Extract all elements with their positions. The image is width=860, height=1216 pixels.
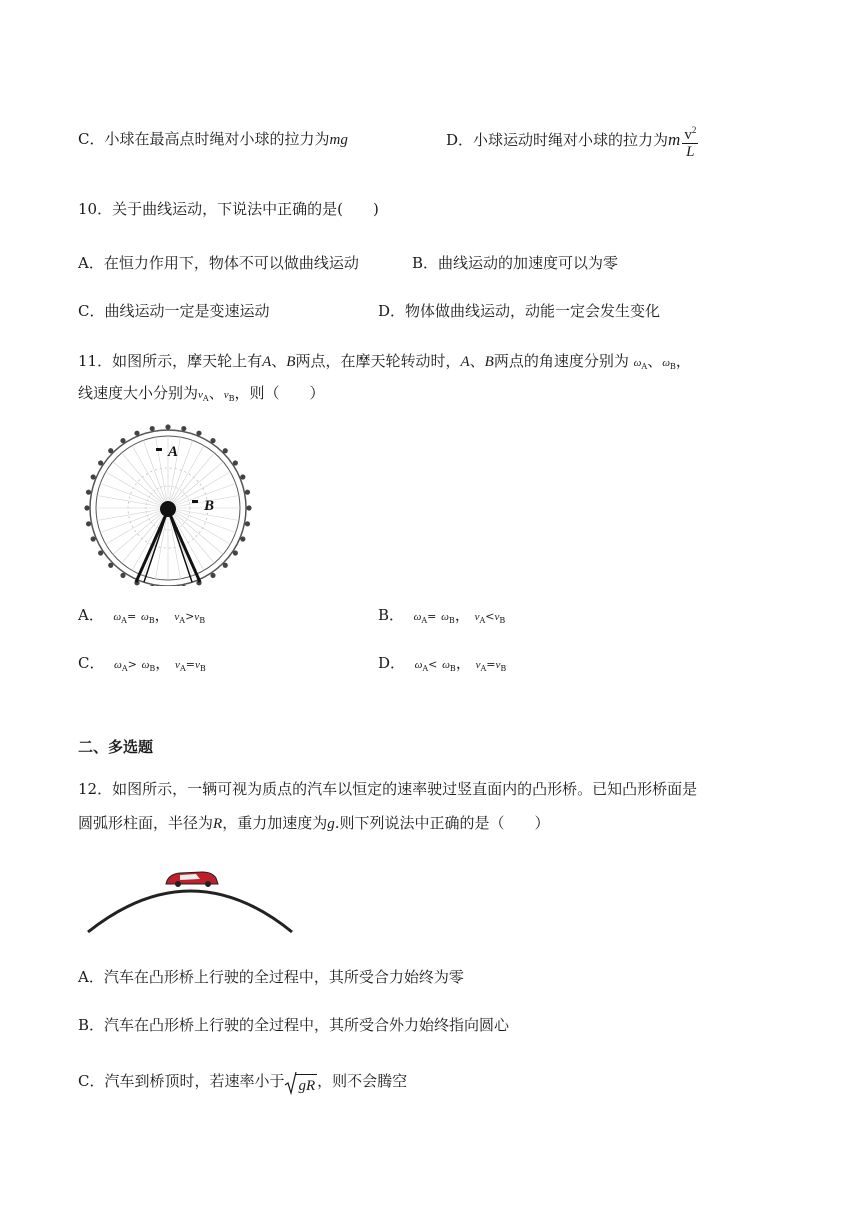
v-symbol: v bbox=[198, 389, 203, 401]
relation-omega: < bbox=[428, 658, 438, 671]
frac-numerator: v bbox=[684, 127, 692, 143]
q9-option-c bbox=[78, 128, 348, 151]
ferris-wheel-figure bbox=[78, 420, 264, 586]
gondola bbox=[240, 474, 245, 479]
q11-option-d: D． $\omega_A< \omega_B$， $v_A=v_B$ bbox=[378, 654, 507, 673]
q12-option-b: B．汽车在凸形桥上行驶的全过程中，其所受合外力始终指向圆心 bbox=[78, 1016, 510, 1034]
frac-superscript: 2 bbox=[691, 125, 697, 135]
q12-stem-line1: 12．如图所示，一辆可视为质点的汽车以恒定的速率驶过竖直面内的凸形桥。已知凸形桥面是 bbox=[78, 780, 698, 798]
gondola bbox=[98, 460, 103, 465]
gravity-symbol: g bbox=[327, 816, 335, 832]
sub-b: B bbox=[669, 362, 676, 371]
q11-stem-part: 11．如图所示，摩天轮上有 bbox=[78, 352, 263, 370]
q9-option-d-mass: m bbox=[668, 130, 681, 149]
q11-point-b: B bbox=[286, 354, 296, 370]
q11-sep: 、 bbox=[271, 352, 287, 370]
relation-omega: = bbox=[126, 610, 137, 623]
omega-symbol: ω bbox=[442, 659, 450, 671]
sub-b: B bbox=[148, 616, 155, 625]
q11-option-b: B． $\omega_A= \omega_B$， $v_A<v_B$ bbox=[378, 606, 506, 625]
q10-option-b: B．曲线运动的加速度可以为零 bbox=[412, 254, 619, 272]
convex-bridge-figure bbox=[84, 862, 298, 938]
gondola bbox=[245, 490, 250, 495]
sub-b: B bbox=[228, 394, 235, 403]
gondola bbox=[233, 550, 238, 555]
sub-b: B bbox=[149, 664, 156, 673]
q9-option-c-var: mg bbox=[329, 132, 348, 148]
relation-omega: = bbox=[427, 610, 437, 623]
q9-option-d-text: D．小球运动时绳对小球的拉力为 bbox=[446, 131, 669, 149]
omega-symbol: ω bbox=[113, 611, 122, 623]
gondola bbox=[120, 438, 125, 443]
point-a-label: A bbox=[168, 444, 179, 460]
q11-sep: 、 bbox=[647, 352, 663, 370]
omega-symbol: ω bbox=[114, 659, 122, 671]
q11-sep: 、 bbox=[469, 352, 485, 370]
frac-denominator: L bbox=[686, 144, 695, 160]
v-symbol: v bbox=[194, 611, 200, 623]
sub-b: B bbox=[199, 664, 206, 673]
v-symbol: v bbox=[494, 611, 500, 623]
q11-sep: 、 bbox=[208, 384, 224, 402]
q12-stem-part: ，重力加速度为 bbox=[222, 814, 328, 832]
gondola bbox=[223, 448, 228, 453]
sub-b: B bbox=[500, 664, 507, 673]
relation-omega: > bbox=[127, 658, 137, 671]
option-letter: D． bbox=[378, 654, 406, 672]
v-symbol: v bbox=[174, 611, 180, 623]
q11-stem-part: 两点，在摩天轮转动时， bbox=[295, 352, 461, 370]
sub-a: A bbox=[202, 394, 209, 403]
gondola bbox=[196, 431, 201, 436]
q11-stem-line2 bbox=[78, 382, 325, 410]
q10-option-d: D．物体做曲线运动，动能一定会发生变化 bbox=[378, 302, 661, 320]
q11-point-a: A bbox=[262, 354, 272, 370]
radius-symbol: R bbox=[213, 816, 223, 832]
sqrt-sign-icon bbox=[284, 1070, 297, 1096]
q11-stem-part: 两点的角速度分别为 bbox=[493, 352, 629, 370]
q12-stem-part: .则下列说法中正确的是（ ） bbox=[334, 814, 550, 832]
gondola bbox=[108, 448, 113, 453]
q11-point-b: B bbox=[484, 354, 494, 370]
sub-b: B bbox=[449, 664, 456, 673]
q9-option-d-fraction bbox=[682, 122, 698, 160]
sqrt-radicand: gR bbox=[296, 1074, 317, 1097]
sub-a: A bbox=[422, 664, 429, 673]
sub-b: B bbox=[448, 616, 455, 625]
q9-option-c-text: C．小球在最高点时绳对小球的拉力为 bbox=[78, 130, 330, 148]
omega-symbol: ω bbox=[414, 659, 423, 671]
omega-symbol: ω bbox=[140, 611, 149, 623]
relation-v: = bbox=[185, 658, 195, 671]
gondola bbox=[246, 505, 251, 510]
q12-option-c bbox=[78, 1066, 407, 1096]
omega-symbol: ω bbox=[141, 659, 150, 671]
v-symbol: v bbox=[475, 659, 481, 671]
sub-a: A bbox=[480, 664, 487, 673]
bridge-arc bbox=[88, 891, 292, 932]
gondola bbox=[233, 460, 238, 465]
car-icon bbox=[166, 872, 218, 887]
gondola bbox=[91, 474, 96, 479]
omega-symbol: ω bbox=[633, 357, 642, 369]
q12-option-c-text: ，则不会腾空 bbox=[317, 1072, 408, 1090]
relation-v: < bbox=[485, 610, 495, 623]
gondola bbox=[134, 431, 139, 436]
gondola bbox=[120, 573, 125, 578]
section-heading-multiple-choice: 二、多选题 bbox=[78, 738, 154, 756]
sub-a: A bbox=[179, 616, 186, 625]
sub-a: A bbox=[179, 664, 186, 673]
v-symbol: v bbox=[474, 611, 480, 623]
sub-b: B bbox=[499, 616, 506, 625]
option-letter: A． bbox=[78, 606, 104, 624]
q11-option-a: A． $\omega_A= \omega_B$， $v_A>v_B$ bbox=[78, 606, 206, 625]
q11-stem-part: ，则（ ） bbox=[234, 384, 325, 402]
sqrt-expression bbox=[284, 1070, 317, 1094]
relation-v: = bbox=[486, 658, 496, 671]
gondola bbox=[240, 536, 245, 541]
gondola bbox=[108, 563, 113, 568]
option-letter: B． bbox=[378, 606, 405, 624]
point-b-label: B bbox=[204, 498, 215, 514]
q11-stem-line1: 11．如图所示，摩天轮上有A、B两点，在摩天轮转动时，A、B两点的角速度分别为 $\omega_A$、$\omega_B$， bbox=[78, 352, 691, 371]
point-b-marker bbox=[192, 500, 198, 503]
q12-option-c-text: C．汽车到桥顶时，若速率小于 bbox=[78, 1072, 285, 1090]
gondola bbox=[98, 550, 103, 555]
omega-symbol: ω bbox=[413, 611, 422, 623]
sub-a: A bbox=[479, 616, 486, 625]
sub-a: A bbox=[641, 362, 648, 371]
q12-option-a: A．汽车在凸形桥上行驶的全过程中，其所受合力始终为零 bbox=[78, 968, 464, 986]
v-symbol: v bbox=[194, 659, 200, 671]
relation-v: > bbox=[185, 610, 195, 623]
omega-symbol: ω bbox=[441, 611, 449, 623]
v-symbol: v bbox=[495, 659, 501, 671]
gondola bbox=[86, 490, 91, 495]
gondola bbox=[245, 521, 250, 526]
gondola bbox=[210, 438, 215, 443]
point-a-marker bbox=[156, 448, 162, 451]
sub-a: A bbox=[121, 664, 128, 673]
gondola bbox=[91, 536, 96, 541]
sub-a: A bbox=[421, 616, 428, 625]
gondola bbox=[86, 521, 91, 526]
omega-symbol: ω bbox=[662, 357, 670, 369]
gondola bbox=[181, 426, 186, 431]
q9-option-d bbox=[446, 117, 698, 163]
q11-stem-part: 线速度大小分别为 bbox=[78, 384, 199, 402]
q10-option-a: A．在恒力作用下，物体不可以做曲线运动 bbox=[78, 254, 359, 272]
q11-option-c: C． $\omega_A> \omega_B$， $v_A=v_B$ bbox=[78, 654, 206, 673]
gondola bbox=[223, 563, 228, 568]
q11-point-a: A bbox=[460, 354, 470, 370]
gondola bbox=[210, 573, 215, 578]
sub-a: A bbox=[121, 616, 127, 625]
gondola bbox=[150, 426, 155, 431]
q10-option-c: C．曲线运动一定是变速运动 bbox=[78, 302, 270, 320]
v-symbol: v bbox=[175, 659, 180, 671]
q10-stem: 10．关于曲线运动，下说法中正确的是( ) bbox=[78, 200, 379, 218]
gondola bbox=[84, 505, 89, 510]
v-symbol: v bbox=[223, 389, 229, 401]
q12-stem-line2 bbox=[78, 812, 549, 835]
q12-stem-part: 圆弧形柱面，半径为 bbox=[78, 814, 214, 832]
option-letter: C． bbox=[78, 654, 105, 672]
gondola bbox=[165, 424, 170, 429]
sub-b: B bbox=[199, 616, 206, 625]
wheel-hub bbox=[160, 501, 176, 517]
